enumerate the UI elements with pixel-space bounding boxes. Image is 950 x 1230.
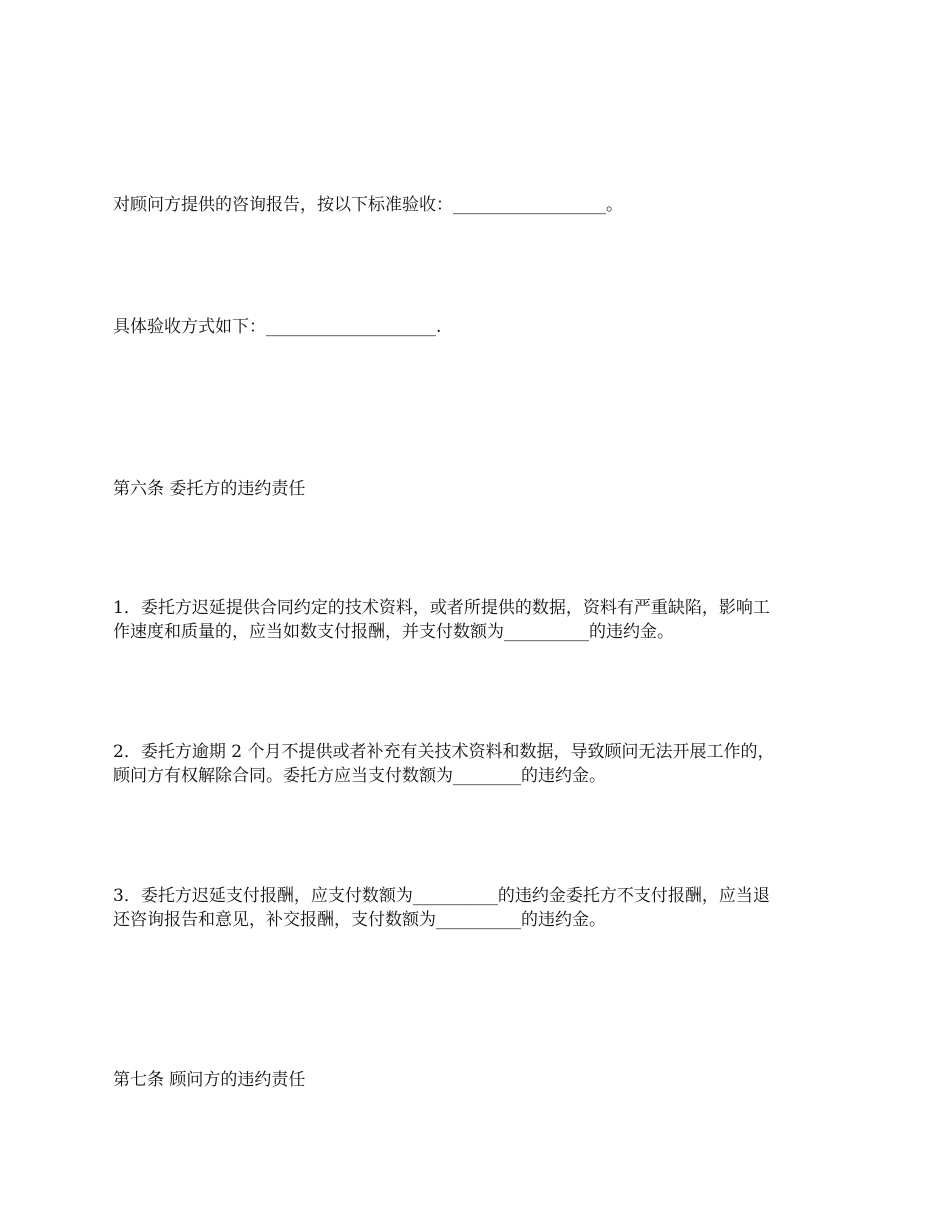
article6-item-3-line2: 还咨询报告和意见，补交报酬，支付数额为__________的违约金。	[113, 910, 606, 930]
article7-heading: 第七条 顾问方的违约责任	[113, 1070, 306, 1090]
article6-heading: 第六条 委托方的违约责任	[113, 479, 306, 499]
article6-item-3-line1: 3．委托方迟延支付报酬，应支付数额为__________的违约金委托方不支付报酬，应当退	[113, 886, 770, 906]
article6-item-2-line1: 2．委托方逾期 2 个月不提供或者补充有关技术资料和数据，导致顾问无法开展工作的，	[113, 742, 775, 762]
article6-item-3	[113, 884, 833, 932]
article6-item-1-line1: 1．委托方迟延提供合同约定的技术资料，或者所提供的数据，资料有严重缺陷，影响工	[113, 598, 770, 618]
article6-item-2	[113, 740, 833, 788]
article6-item-1-line2: 作速度和质量的，应当如数支付报酬，并支付数额为__________的违约金。	[113, 622, 674, 642]
acceptance-standard-text: 对顾问方提供的咨询报告，按以下标准验收：__________________。	[113, 195, 623, 215]
article6-item-2-line2: 顾问方有权解除合同。委托方应当支付数额为________的违约金。	[113, 766, 606, 786]
acceptance-method-text: 具体验收方式如下：____________________.	[113, 317, 442, 337]
article6-item-1	[113, 596, 833, 644]
